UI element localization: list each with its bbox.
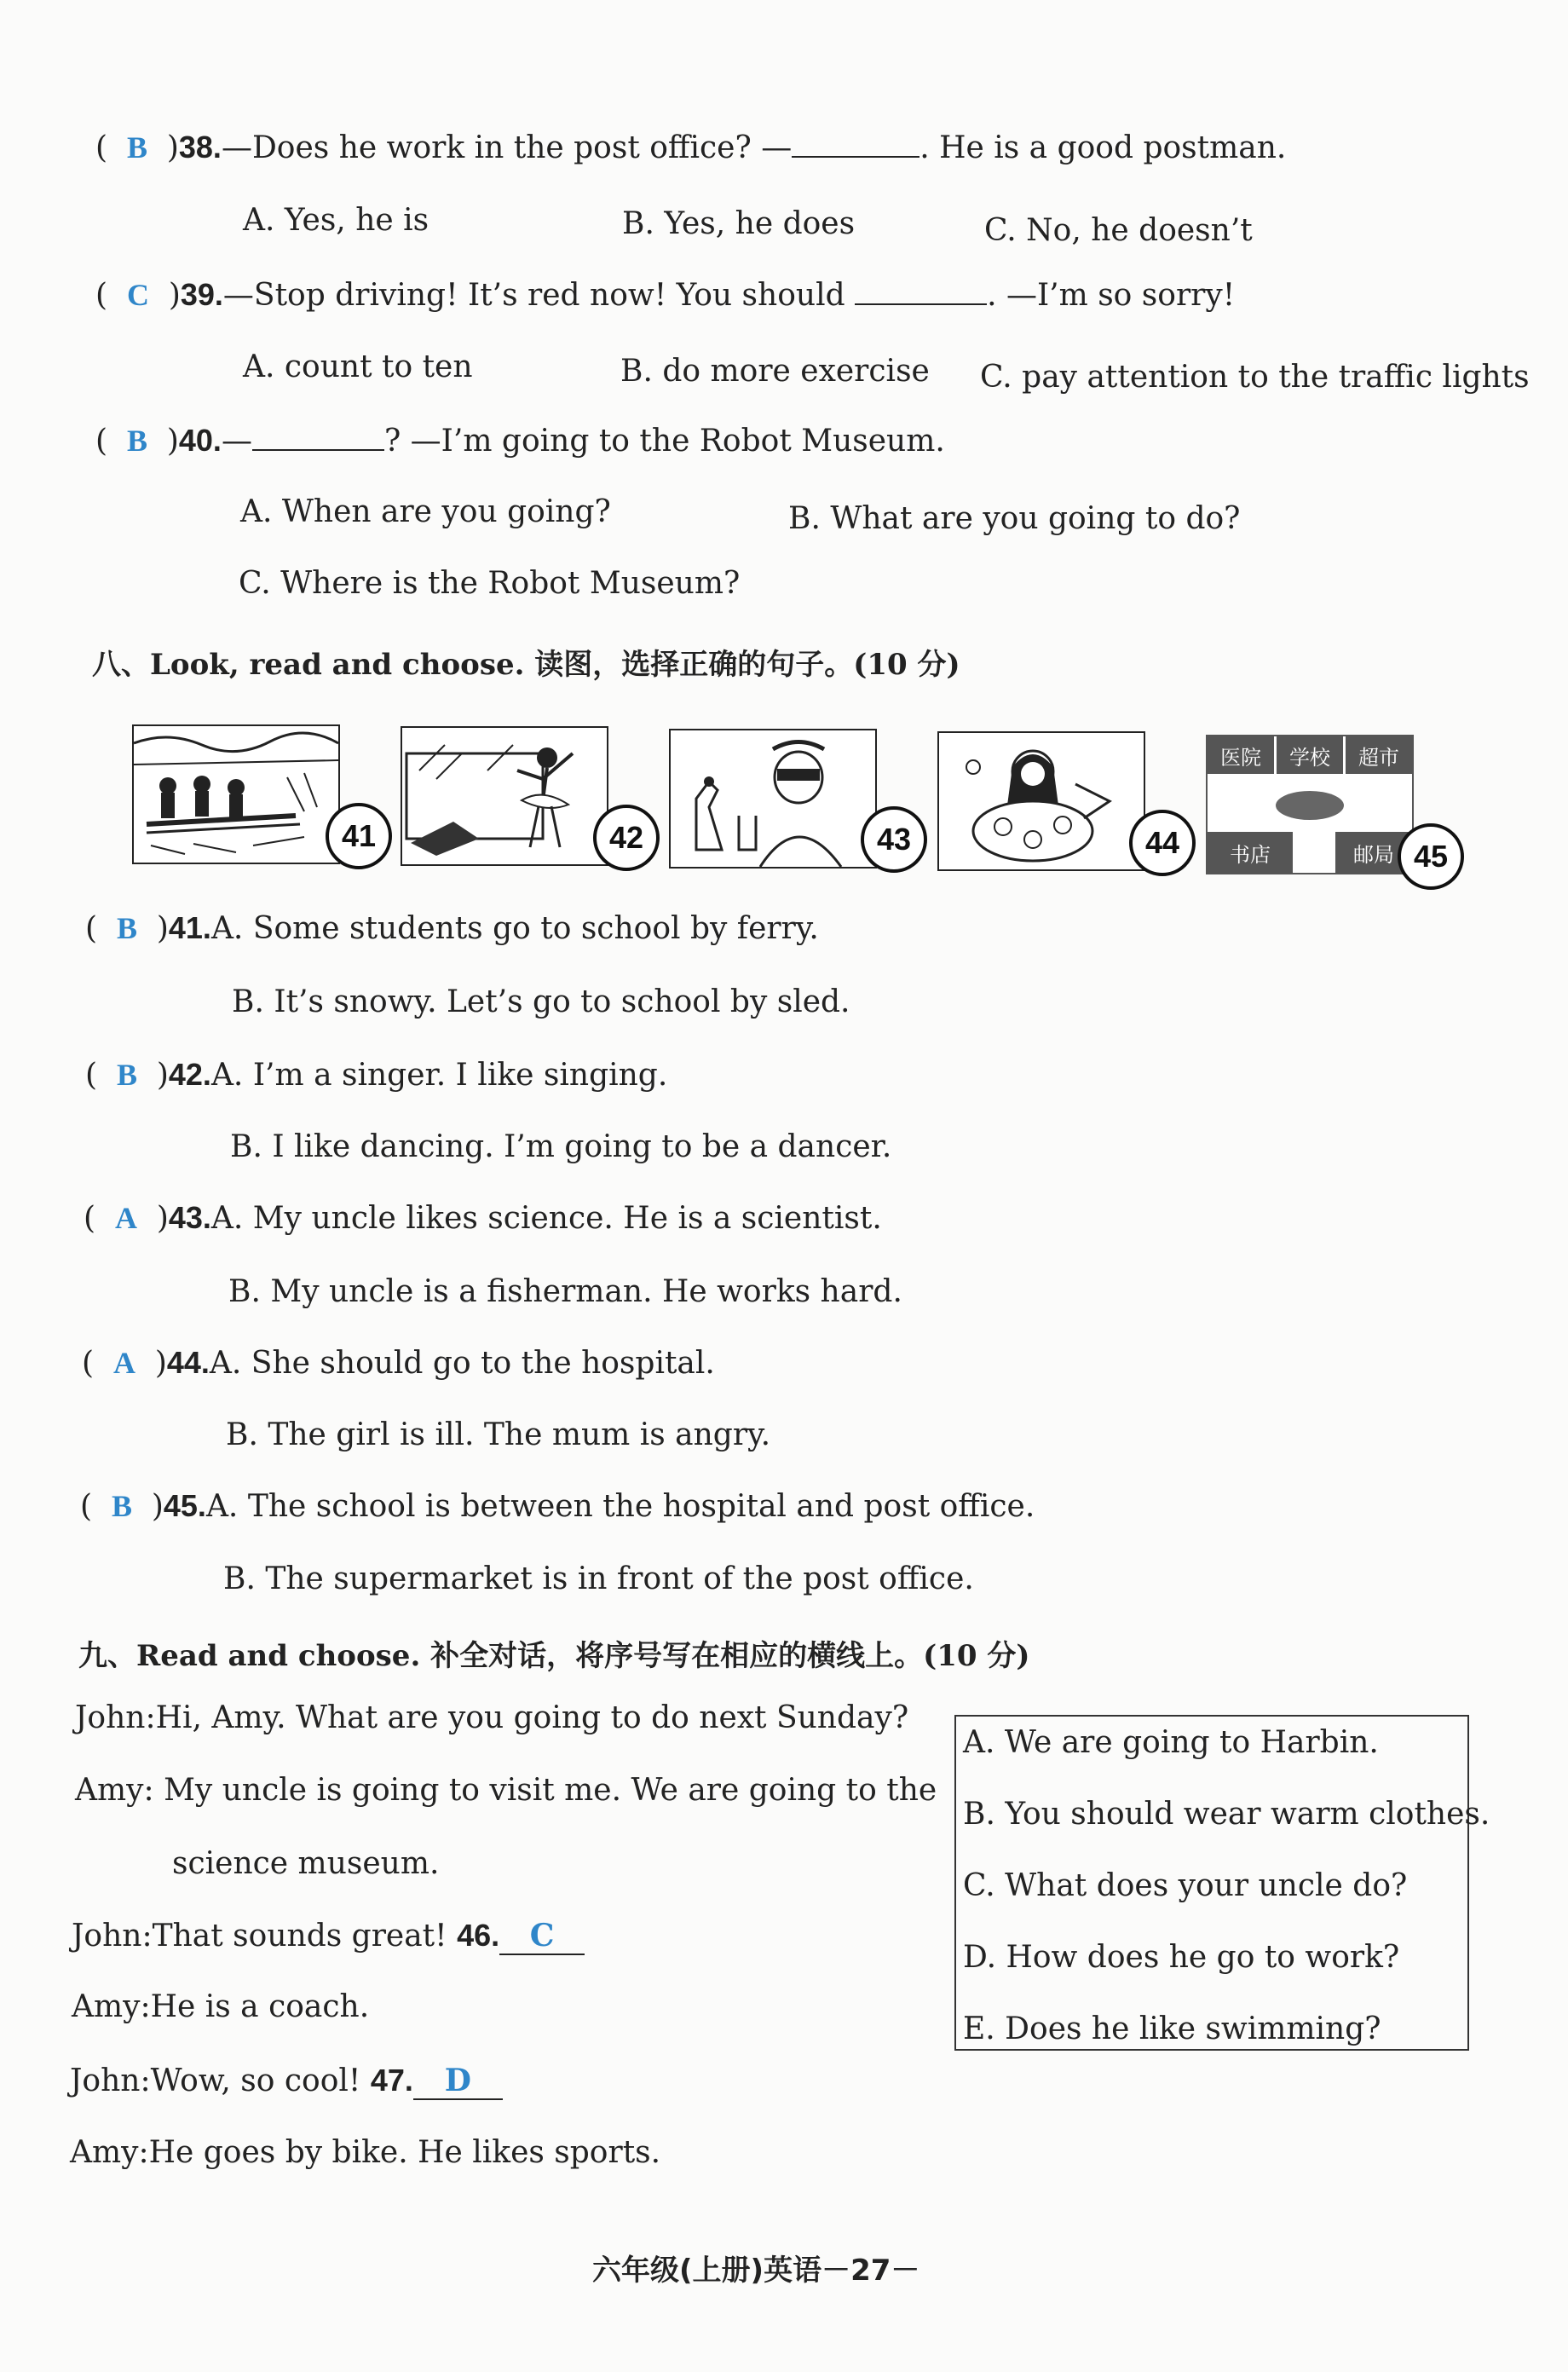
answer-43: A (114, 1201, 137, 1235)
question-43-b: B. My uncle is a fisherman. He works hard. (228, 1274, 902, 1309)
option-c: C. What does your uncle do? (963, 1868, 1408, 1903)
option-b: B. You should wear warm clothes. (963, 1797, 1490, 1832)
question-45-a: ( B )45.A. The school is between the hospital and post office. (80, 1488, 1035, 1524)
option-38a: A. Yes, he is (243, 203, 429, 238)
dancer-picture (401, 726, 608, 866)
map-bookstore: 书店 (1208, 832, 1293, 873)
answer-45: B (111, 1489, 132, 1523)
answer-38: B (126, 130, 147, 164)
section-8-title: 八、Look, read and choose. 读图，选择正确的句子。(10 分) (92, 648, 960, 682)
options-box (954, 1715, 1490, 2051)
map-hospital: 医院 (1208, 736, 1274, 774)
page-footer: 六年级(上册)英语－27－ (592, 2254, 920, 2288)
sled-picture (132, 724, 340, 864)
map-roundabout (1276, 791, 1344, 820)
badge-45: 45 (1398, 823, 1464, 890)
option-39a: A. count to ten (243, 349, 473, 384)
question-42-a: ( B )42.A. I’m a singer. I like singing. (85, 1057, 668, 1093)
option-38c: C. No, he doesn’t (984, 213, 1253, 248)
question-41-a: ( B )41.A. Some students go to school by ferry. (85, 910, 819, 946)
scientist-picture (669, 729, 877, 869)
option-a: A. We are going to Harbin. (963, 1725, 1379, 1760)
option-40a: A. When are you going? (240, 494, 611, 529)
option-39c: C. pay attention to the traffic lights (980, 360, 1530, 395)
option-40c: C. Where is the Robot Museum? (239, 566, 741, 601)
map-picture (1206, 735, 1414, 874)
map-school: 学校 (1277, 736, 1343, 774)
dialogue-line-4: John:That sounds great! 46. C (72, 1918, 585, 1955)
blank-40 (252, 424, 384, 451)
question-39-stem: ( C )39.—Stop driving! It’s red now! You should . —I’m so sorry! (95, 277, 1236, 313)
option-40b: B. What are you going to do? (788, 501, 1241, 536)
question-38-stem: ( B )38.—Does he work in the post office? — . He is a good postman. (95, 130, 1287, 165)
answer-39: C (126, 278, 149, 312)
question-44-a: ( A )44.A. She should go to the hospital. (82, 1345, 715, 1381)
dialogue-line-6: John:Wow, so cool! 47. D (70, 2063, 503, 2100)
dialogue-line-2: Amy: My uncle is going to visit me. We are going to the (75, 1773, 937, 1808)
question-42-b: B. I like dancing. I’m going to be a dancer. (230, 1129, 892, 1164)
map-post-office: 邮局 (1335, 832, 1412, 873)
badge-41: 41 (326, 803, 392, 869)
badge-44: 44 (1129, 810, 1196, 876)
question-43-a: ( A )43.A. My uncle likes science. He is a scientist. (84, 1200, 882, 1236)
answer-46: C (499, 1918, 585, 1955)
dialogue-line-3: science museum. (172, 1846, 440, 1881)
sick-girl-picture (937, 731, 1145, 871)
question-45-b: B. The supermarket is in front of the post office. (223, 1561, 974, 1596)
question-40-stem: ( B )40.— ? —I’m going to the Robot Museum. (95, 423, 945, 459)
answer-42: B (116, 1058, 137, 1092)
question-44-b: B. The girl is ill. The mum is angry. (226, 1417, 771, 1452)
answer-47: D (413, 2063, 503, 2100)
badge-43: 43 (861, 806, 927, 873)
section-9-title: 九、Read and choose. 补全对话，将序号写在相应的横线上。(10 分) (78, 1639, 1030, 1673)
dialogue-line-7: Amy:He goes by bike. He likes sports. (70, 2135, 661, 2170)
answer-40: B (126, 424, 147, 458)
dialogue-line-1: John:Hi, Amy. What are you going to do next Sunday? (75, 1700, 909, 1735)
option-d: D. How does he go to work? (963, 1940, 1400, 1975)
option-39b: B. do more exercise (620, 354, 930, 389)
dialogue-line-5: Amy:He is a coach. (72, 1989, 370, 2024)
map-supermarket: 超市 (1346, 736, 1412, 774)
answer-41: B (116, 911, 137, 945)
option-38b: B. Yes, he does (622, 206, 856, 241)
answer-44: A (112, 1346, 135, 1380)
question-41-b: B. It’s snowy. Let’s go to school by sled. (232, 984, 850, 1019)
blank-39 (855, 278, 987, 305)
option-e: E. Does he like swimming? (963, 2011, 1381, 2046)
blank-38 (792, 130, 919, 158)
badge-42: 42 (593, 805, 660, 871)
